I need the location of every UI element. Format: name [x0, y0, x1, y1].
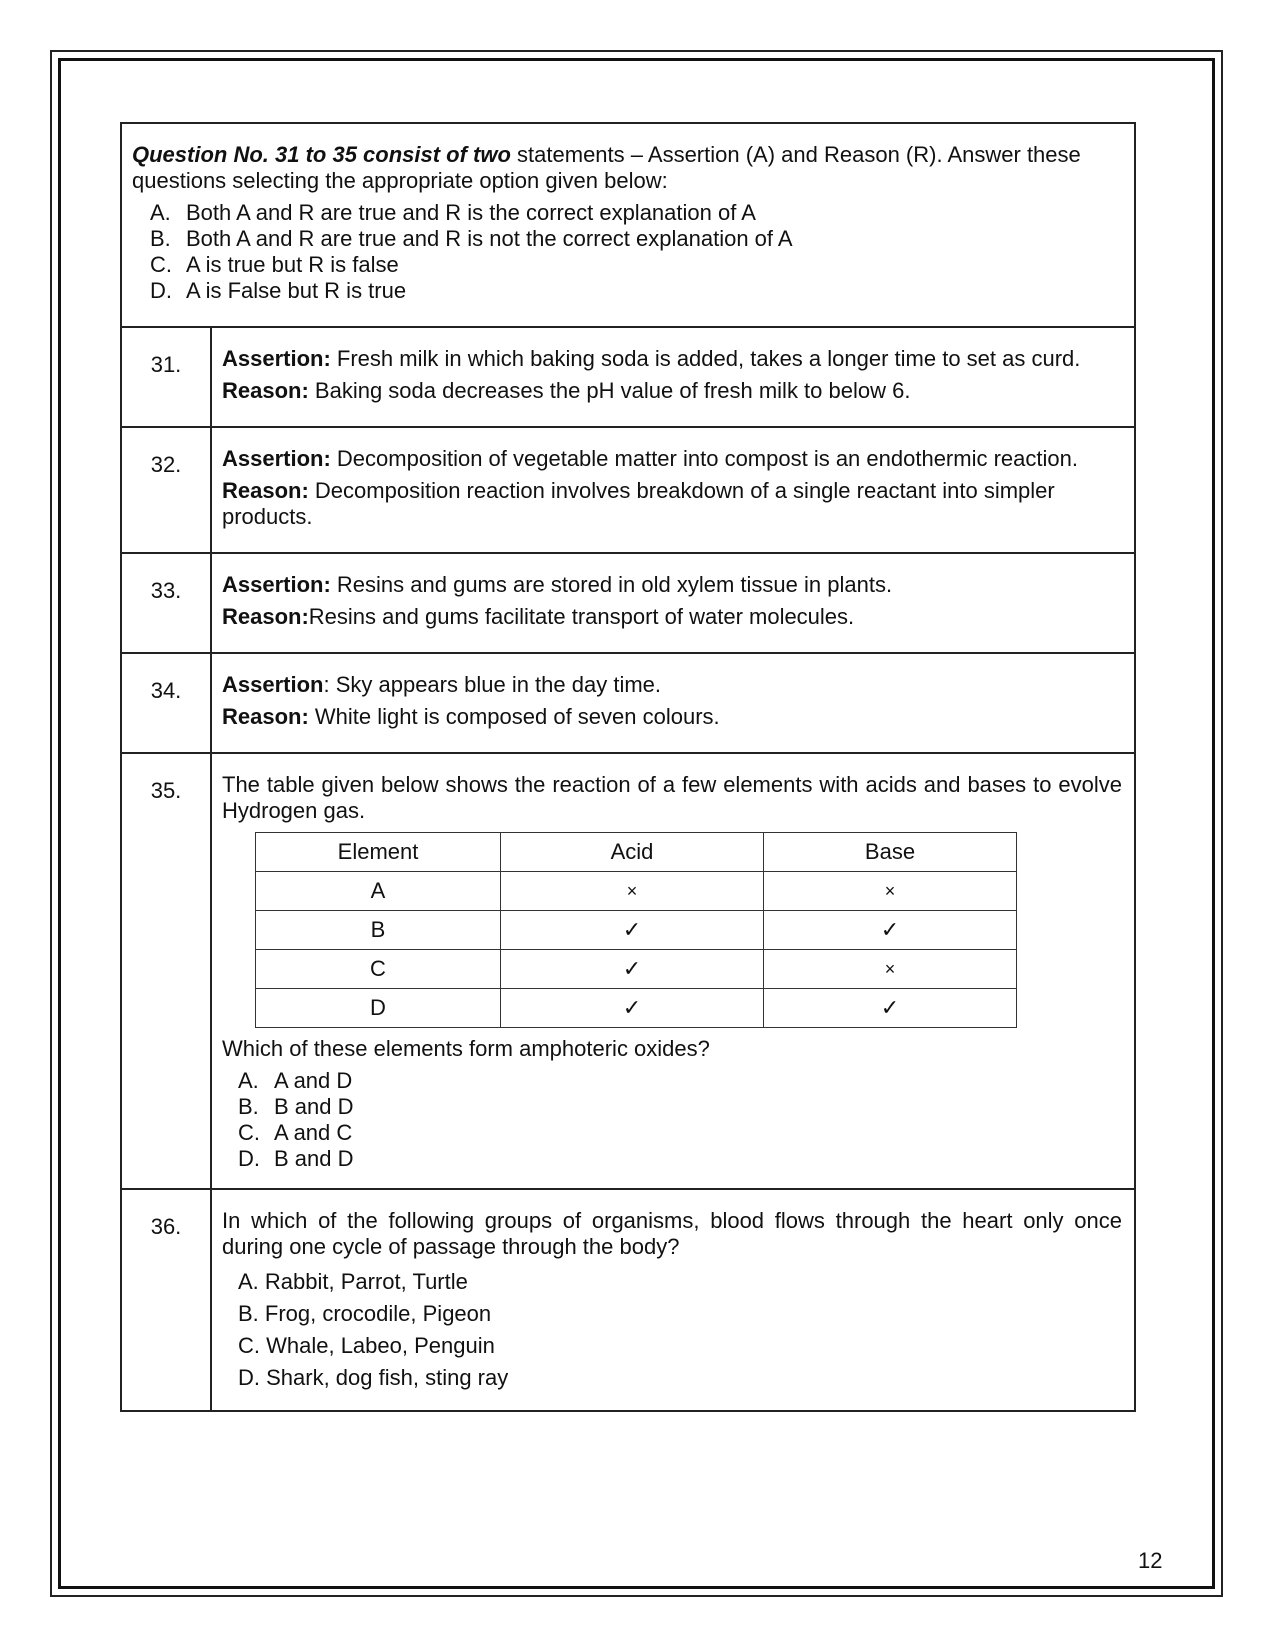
- reason-text: Decomposition reaction involves breakdown of a single reactant into simpler products.: [222, 478, 1055, 529]
- questions-table: [120, 122, 1136, 1412]
- answer-option: B. Frog, crocodile, Pigeon: [238, 1301, 492, 1326]
- assertion-line: [222, 446, 1122, 472]
- option-letter: A.: [150, 200, 171, 225]
- question-body-33: [211, 553, 1135, 653]
- table-cell: D: [256, 989, 501, 1028]
- question-row-33: [121, 553, 1135, 653]
- reason-line: [222, 604, 1122, 630]
- assertion-line: [222, 672, 1122, 698]
- assertion-line: [222, 572, 1122, 598]
- question-stem: The table given below shows the reaction of a few elements with acids and bases to evolve Hydrogen gas.: [222, 772, 1122, 823]
- question-number: 36.: [121, 1189, 211, 1411]
- answer-option: [238, 1068, 1122, 1094]
- answer-option: C. Whale, Labeo, Penguin: [238, 1333, 495, 1358]
- instructions-lead: Question No. 31 to 35 consist of two: [132, 142, 511, 167]
- question-number: 34.: [121, 653, 211, 753]
- option-text: Both A and R are true and R is the correct explanation of A: [186, 200, 756, 225]
- option-letter: C.: [150, 252, 172, 277]
- assertion-text: Fresh milk in which baking soda is added, takes a longer time to set as curd.: [330, 346, 1081, 371]
- table-row: [256, 872, 1017, 911]
- reason-line: [222, 478, 1122, 530]
- instructions-options: [132, 200, 1122, 304]
- assertion-label: Assertion: [222, 672, 324, 697]
- cross-mark: ×: [501, 872, 764, 911]
- answer-options: [222, 1266, 1122, 1394]
- check-mark: ✓: [764, 989, 1017, 1028]
- reason-label: Reason:: [222, 704, 309, 729]
- table-header-cell: Base: [764, 833, 1017, 872]
- answer-options: [222, 1068, 1122, 1172]
- instruction-option: [150, 252, 1122, 278]
- reason-label: Reason:: [222, 478, 309, 503]
- table-cell: B: [256, 911, 501, 950]
- instructions-rest: statements – Assertion (A) and Reason (R). Answer these questions selecting the appropriate option given below:: [132, 142, 1081, 193]
- option-text: A is true but R is false: [186, 252, 399, 277]
- question-body-31: [211, 327, 1135, 427]
- table-header-row: [256, 833, 1017, 872]
- question-body-36: [211, 1189, 1135, 1411]
- check-mark: ✓: [764, 911, 1017, 950]
- option-letter: D.: [150, 278, 172, 303]
- question-body-34: [211, 653, 1135, 753]
- option-letter: B.: [238, 1094, 259, 1119]
- assertion-label: Assertion:: [222, 446, 331, 471]
- instructions-cell: [121, 123, 1135, 327]
- instructions-row: [121, 123, 1135, 327]
- cross-mark: ×: [764, 872, 1017, 911]
- option-letter: A.: [238, 1068, 259, 1093]
- answer-option: [238, 1094, 1122, 1120]
- option-text: A and D: [274, 1068, 353, 1093]
- question-row-32: [121, 427, 1135, 553]
- question-number: 35.: [121, 753, 211, 1189]
- question-row-31: [121, 327, 1135, 427]
- cross-mark: ×: [764, 950, 1017, 989]
- question-body-35: [211, 753, 1135, 1189]
- assertion-line: [222, 346, 1122, 372]
- option-letter: D.: [238, 1146, 260, 1171]
- question-number: 32.: [121, 427, 211, 553]
- reason-text: White light is composed of seven colours.: [308, 704, 720, 729]
- question-number: 31.: [121, 327, 211, 427]
- assertion-text: Decomposition of vegetable matter into compost is an endothermic reaction.: [330, 446, 1078, 471]
- table-cell: A: [256, 872, 501, 911]
- reason-text: Baking soda decreases the pH value of fresh milk to below 6.: [308, 378, 911, 403]
- answer-option: [238, 1146, 1122, 1172]
- option-text: A is False but R is true: [186, 278, 407, 303]
- option-text: B and D: [274, 1146, 354, 1171]
- reason-label: Reason:: [222, 378, 309, 403]
- instructions-text: [132, 142, 1122, 194]
- table-row: [256, 989, 1017, 1028]
- check-mark: ✓: [501, 950, 764, 989]
- table-header-cell: Element: [256, 833, 501, 872]
- question-body-32: [211, 427, 1135, 553]
- option-text: B and D: [274, 1094, 354, 1119]
- assertion-text: : Sky appears blue in the day time.: [323, 672, 662, 697]
- table-header-cell: Acid: [501, 833, 764, 872]
- reason-label: Reason:: [222, 604, 309, 629]
- question-number: 33.: [121, 553, 211, 653]
- page-number: 12: [1138, 1548, 1163, 1573]
- question-row-35: [121, 753, 1135, 1189]
- instruction-option: [150, 278, 1122, 304]
- answer-option: [238, 1120, 1122, 1146]
- table-row: [256, 950, 1017, 989]
- reason-line: [222, 704, 1122, 730]
- instruction-option: [150, 200, 1122, 226]
- answer-option: A. Rabbit, Parrot, Turtle: [238, 1269, 468, 1294]
- question-row-36: [121, 1189, 1135, 1411]
- check-mark: ✓: [501, 989, 764, 1028]
- check-mark: ✓: [501, 911, 764, 950]
- table-row: [256, 911, 1017, 950]
- question-prompt: Which of these elements form amphoteric oxides?: [222, 1036, 710, 1061]
- element-reaction-table: [255, 832, 1017, 1028]
- assertion-label: Assertion:: [222, 572, 331, 597]
- question-stem: In which of the following groups of organisms, blood flows through the heart only once during one cycle of passage through the body?: [222, 1208, 1122, 1259]
- option-text: Both A and R are true and R is not the correct explanation of A: [186, 226, 793, 251]
- answer-option: D. Shark, dog fish, sting ray: [238, 1365, 509, 1390]
- option-letter: B.: [150, 226, 171, 251]
- assertion-label: Assertion:: [222, 346, 331, 371]
- table-cell: C: [256, 950, 501, 989]
- option-text: A and C: [274, 1120, 353, 1145]
- instruction-option: [150, 226, 1122, 252]
- reason-line: [222, 378, 1122, 404]
- reason-text: Resins and gums facilitate transport of water molecules.: [308, 604, 855, 629]
- assertion-text: Resins and gums are stored in old xylem tissue in plants.: [330, 572, 893, 597]
- question-row-34: [121, 653, 1135, 753]
- option-letter: C.: [238, 1120, 260, 1145]
